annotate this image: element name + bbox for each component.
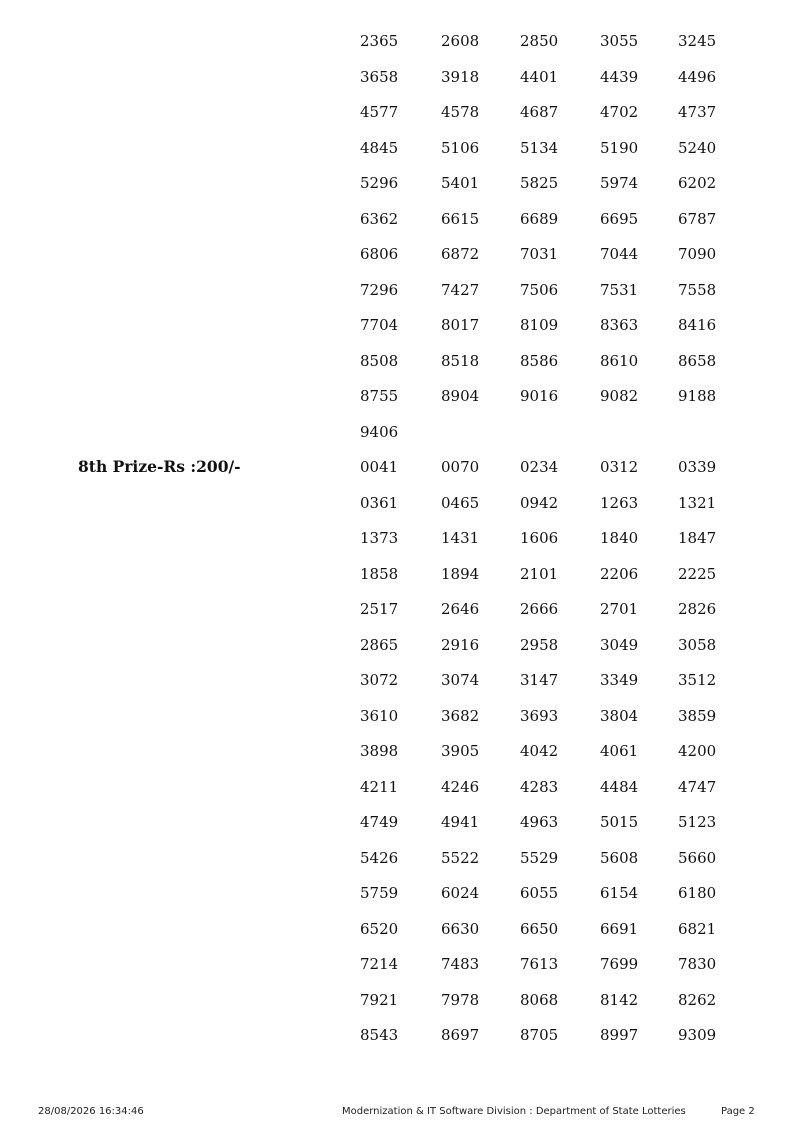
- ticket-number: 0339: [678, 458, 717, 476]
- ticket-number: 0361: [360, 493, 399, 512]
- footer-division: Modernization & IT Software Division : Department of State Lotteries: [342, 1106, 686, 1117]
- number-row: [0, 599, 800, 635]
- ticket-number: 8658: [678, 351, 717, 370]
- ticket-number: 3682: [441, 706, 480, 725]
- ticket-number: 4845: [360, 138, 399, 157]
- ticket-number: 9016: [520, 387, 559, 405]
- ticket-number: 7613: [520, 955, 559, 973]
- ticket-number: 8705: [520, 1026, 559, 1044]
- ticket-number: 6180: [678, 884, 717, 902]
- footer-page-number: Page 2: [721, 1106, 755, 1117]
- ticket-number: 3804: [600, 706, 639, 725]
- ticket-number: 6202: [678, 174, 717, 192]
- ticket-number: 0041: [360, 458, 399, 476]
- ticket-number: 7090: [678, 245, 717, 263]
- ticket-number: 5529: [520, 848, 559, 867]
- ticket-number: 1606: [520, 529, 559, 547]
- ticket-number: 2365: [360, 32, 399, 50]
- ticket-number: 5825: [520, 174, 559, 192]
- ticket-number: 4042: [520, 742, 559, 760]
- ticket-number: 4749: [360, 813, 399, 831]
- ticket-number: 2958: [520, 635, 559, 654]
- ticket-number: 4578: [441, 103, 480, 121]
- ticket-number: 5134: [520, 138, 559, 157]
- ticket-number: 3049: [600, 635, 639, 654]
- ticket-number: 5759: [360, 884, 399, 902]
- ticket-number: 4687: [520, 103, 559, 121]
- ticket-number: 2916: [441, 635, 480, 654]
- ticket-number: 4747: [678, 777, 717, 796]
- ticket-number: 8363: [600, 316, 639, 334]
- number-row: [0, 244, 800, 280]
- ticket-number: 5426: [360, 848, 399, 867]
- number-row: [0, 173, 800, 209]
- prize-8-block: [0, 457, 800, 1061]
- ticket-number: 8904: [441, 387, 480, 405]
- ticket-number: 0234: [520, 458, 559, 476]
- number-row: [0, 280, 800, 316]
- ticket-number: 3658: [360, 67, 399, 86]
- ticket-number: 9188: [678, 387, 717, 405]
- ticket-number: 4439: [600, 67, 639, 86]
- ticket-number: 3147: [520, 671, 559, 689]
- ticket-number: 4246: [441, 777, 480, 796]
- ticket-number: 7830: [678, 955, 717, 973]
- ticket-number: 6615: [441, 209, 480, 228]
- ticket-number: 0070: [441, 458, 480, 476]
- ticket-number: 4484: [600, 777, 639, 796]
- ticket-number: 3055: [600, 32, 639, 50]
- ticket-number: 7704: [360, 316, 399, 334]
- ticket-number: 8610: [600, 351, 639, 370]
- ticket-number: 8755: [360, 387, 399, 405]
- ticket-number: 7558: [678, 280, 717, 299]
- number-row: [0, 812, 800, 848]
- ticket-number: 2666: [520, 600, 559, 618]
- ticket-number: 5401: [441, 174, 480, 192]
- ticket-number: 1263: [600, 493, 639, 512]
- number-row: [0, 351, 800, 387]
- number-row: [0, 102, 800, 138]
- ticket-number: 3898: [360, 742, 399, 760]
- ticket-number: 8262: [678, 990, 717, 1009]
- ticket-number: 4963: [520, 813, 559, 831]
- ticket-number: 5522: [441, 848, 480, 867]
- ticket-number: 6024: [441, 884, 480, 902]
- ticket-number: 6872: [441, 245, 480, 263]
- footer-timestamp: 28/08/2026 16:34:46: [38, 1106, 144, 1117]
- ticket-number: 2850: [520, 32, 559, 50]
- number-row: [0, 919, 800, 955]
- ticket-number: 7921: [360, 990, 399, 1009]
- ticket-number: 3074: [441, 671, 480, 689]
- ticket-number: 8109: [520, 316, 559, 334]
- number-row: [0, 954, 800, 990]
- ticket-number: 8068: [520, 990, 559, 1009]
- ticket-number: 1894: [441, 564, 480, 583]
- ticket-number: 1840: [600, 529, 639, 547]
- ticket-number: 5974: [600, 174, 639, 192]
- ticket-number: 1431: [441, 529, 480, 547]
- ticket-number: 1321: [678, 493, 717, 512]
- ticket-number: 4401: [520, 67, 559, 86]
- ticket-number: 7699: [600, 955, 639, 973]
- ticket-number: 6689: [520, 209, 559, 228]
- ticket-number: 4061: [600, 742, 639, 760]
- prize-8-label: 8th Prize-Rs :200/-: [78, 457, 241, 476]
- ticket-number: 6055: [520, 884, 559, 902]
- number-row: [0, 209, 800, 245]
- ticket-number: 6695: [600, 209, 639, 228]
- ticket-number: 5106: [441, 138, 480, 157]
- ticket-number: 3245: [678, 32, 717, 50]
- number-row: [0, 706, 800, 742]
- ticket-number: 4496: [678, 67, 717, 86]
- number-row: [0, 315, 800, 351]
- ticket-number: 6154: [600, 884, 639, 902]
- ticket-number: 0312: [600, 458, 639, 476]
- ticket-number: 5608: [600, 848, 639, 867]
- ticket-number: 3512: [678, 671, 717, 689]
- number-row: [0, 670, 800, 706]
- number-row: [0, 777, 800, 813]
- ticket-number: 7531: [600, 280, 639, 299]
- ticket-number: 2225: [678, 564, 717, 583]
- ticket-number: 1858: [360, 564, 399, 583]
- ticket-number: 8142: [600, 990, 639, 1009]
- ticket-number: 6787: [678, 209, 717, 228]
- ticket-number: 9406: [360, 422, 399, 441]
- prize-7-continued-block: [0, 31, 800, 457]
- ticket-number: 7044: [600, 245, 639, 263]
- ticket-number: 2865: [360, 635, 399, 654]
- ticket-number: 2517: [360, 600, 399, 618]
- ticket-number: 4211: [360, 777, 399, 796]
- ticket-number: 6520: [360, 919, 399, 938]
- number-row: [0, 1025, 800, 1061]
- ticket-number: 8508: [360, 351, 399, 370]
- ticket-number: 3072: [360, 671, 399, 689]
- number-row: [0, 386, 800, 422]
- ticket-number: 7483: [441, 955, 480, 973]
- ticket-number: 3349: [600, 671, 639, 689]
- ticket-number: 5123: [678, 813, 717, 831]
- ticket-number: 8017: [441, 316, 480, 334]
- ticket-number: 8997: [600, 1026, 639, 1044]
- ticket-number: 7031: [520, 245, 559, 263]
- ticket-number: 5015: [600, 813, 639, 831]
- ticket-number: 7506: [520, 280, 559, 299]
- ticket-number: 2101: [520, 564, 559, 583]
- ticket-number: 8518: [441, 351, 480, 370]
- ticket-number: 5660: [678, 848, 717, 867]
- ticket-number: 6630: [441, 919, 480, 938]
- ticket-number: 4702: [600, 103, 639, 121]
- number-row: [0, 31, 800, 67]
- number-row: [0, 457, 800, 493]
- ticket-number: 3058: [678, 635, 717, 654]
- number-row: [0, 990, 800, 1026]
- ticket-number: 3918: [441, 67, 480, 86]
- number-row: [0, 528, 800, 564]
- ticket-number: 4200: [678, 742, 717, 760]
- ticket-number: 6821: [678, 919, 717, 938]
- ticket-number: 2701: [600, 600, 639, 618]
- ticket-number: 7427: [441, 280, 480, 299]
- ticket-number: 2206: [600, 564, 639, 583]
- ticket-number: 1847: [678, 529, 717, 547]
- ticket-number: 4283: [520, 777, 559, 796]
- ticket-number: 4577: [360, 103, 399, 121]
- ticket-number: 3905: [441, 742, 480, 760]
- ticket-number: 4941: [441, 813, 480, 831]
- number-row: [0, 422, 800, 458]
- number-row: [0, 741, 800, 777]
- ticket-number: 4737: [678, 103, 717, 121]
- number-row: [0, 564, 800, 600]
- ticket-number: 3610: [360, 706, 399, 725]
- ticket-number: 9309: [678, 1026, 717, 1044]
- ticket-number: 7978: [441, 990, 480, 1009]
- ticket-number: 6362: [360, 209, 399, 228]
- ticket-number: 2826: [678, 600, 717, 618]
- ticket-number: 7296: [360, 280, 399, 299]
- number-row: [0, 493, 800, 529]
- number-row: [0, 883, 800, 919]
- ticket-number: 5240: [678, 138, 717, 157]
- ticket-number: 8416: [678, 316, 717, 334]
- ticket-number: 1373: [360, 529, 399, 547]
- ticket-number: 3859: [678, 706, 717, 725]
- ticket-number: 2608: [441, 32, 480, 50]
- number-row: [0, 635, 800, 671]
- ticket-number: 6806: [360, 245, 399, 263]
- ticket-number: 7214: [360, 955, 399, 973]
- number-row: [0, 67, 800, 103]
- number-row: [0, 138, 800, 174]
- ticket-number: 0942: [520, 493, 559, 512]
- ticket-number: 8586: [520, 351, 559, 370]
- ticket-number: 3693: [520, 706, 559, 725]
- ticket-number: 6650: [520, 919, 559, 938]
- ticket-number: 9082: [600, 387, 639, 405]
- ticket-number: 5190: [600, 138, 639, 157]
- ticket-number: 6691: [600, 919, 639, 938]
- ticket-number: 2646: [441, 600, 480, 618]
- number-row: [0, 848, 800, 884]
- ticket-number: 0465: [441, 493, 480, 512]
- ticket-number: 8543: [360, 1026, 399, 1044]
- ticket-number: 8697: [441, 1026, 480, 1044]
- ticket-number: 5296: [360, 174, 399, 192]
